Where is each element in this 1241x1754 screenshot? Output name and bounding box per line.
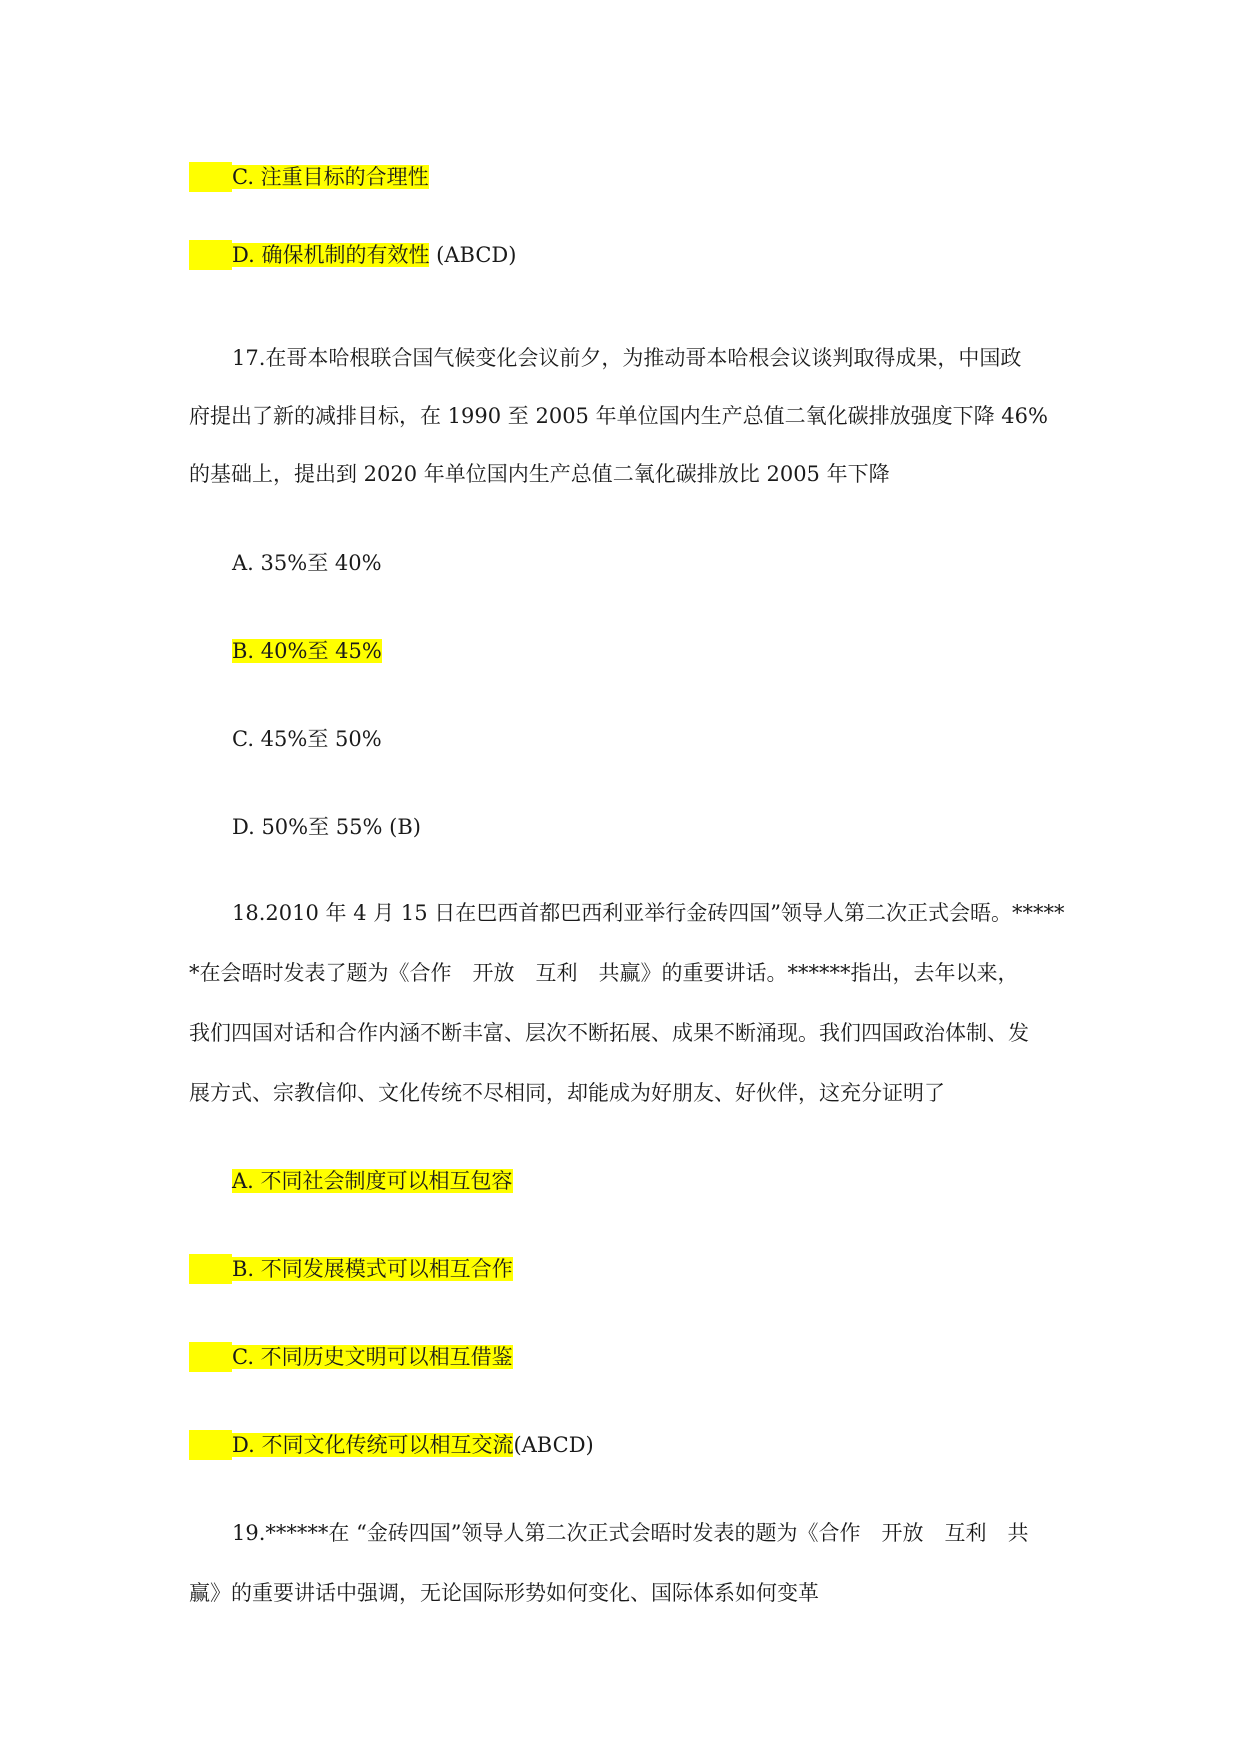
q17-line-3 (189, 459, 890, 489)
q17-option-d (189, 812, 421, 842)
q17-line-2 (189, 401, 1048, 431)
q17-option-c-text: C. 45%至 50% (232, 727, 382, 751)
q18-line-1 (189, 898, 1065, 928)
q18-option-a-text: A. 不同社会制度可以相互包容 (232, 1169, 513, 1193)
q18-option-c (189, 1342, 513, 1372)
q17-text-1: 17.在哥本哈根联合国气候变化会议前夕，为推动哥本哈根会议谈判取得成果，中国政 (232, 346, 1022, 370)
q19-text-2: 赢》的重要讲话中强调，无论国际形势如何变化、国际体系如何变革 (189, 1581, 819, 1605)
q17-line-1 (189, 343, 1021, 373)
q17-option-b (189, 636, 382, 666)
q18-option-d-text: D. 不同文化传统可以相互交流 (232, 1433, 514, 1457)
q16-option-c (189, 162, 429, 192)
q17-option-a-text: A. 35%至 40% (232, 551, 382, 575)
q17-text-3: 的基础上，提出到 2020 年单位国内生产总值二氧化碳排放比 2005 年下降 (189, 462, 890, 486)
q18-text-3: 我们四国对话和合作内涵不断丰富、层次不断拓展、成果不断涌现。我们四国政治体制、发 (189, 1021, 1029, 1045)
q18-option-c-text: C. 不同历史文明可以相互借鉴 (232, 1345, 513, 1369)
q17-text-2: 府提出了新的减排目标，在 1990 至 2005 年单位国内生产总值二氧化碳排放强度下降 46% (189, 404, 1048, 428)
q17-option-a (189, 548, 382, 578)
q18-option-b-text: B. 不同发展模式可以相互合作 (232, 1257, 513, 1281)
q18-text-4: 展方式、宗教信仰、文化传统不尽相同，却能成为好朋友、好伙伴，这充分证明了 (189, 1081, 945, 1105)
q16-option-c-text: C. 注重目标的合理性 (232, 165, 429, 189)
q16-option-d (189, 240, 516, 270)
q18-option-a (189, 1166, 513, 1196)
q17-option-c (189, 724, 382, 754)
q18-line-3 (189, 1018, 1029, 1048)
q18-line-4 (189, 1078, 945, 1108)
q17-option-b-text: B. 40%至 45% (232, 639, 382, 663)
q16-answer: (ABCD) (436, 243, 517, 267)
q18-text-2: *在会晤时发表了题为《合作 开放 互利 共赢》的重要讲话。******指出，去年以来， (189, 961, 1019, 985)
q18-option-d (189, 1430, 594, 1460)
q19-line-1 (189, 1518, 1029, 1548)
q18-option-b (189, 1254, 513, 1284)
q18-line-2 (189, 958, 1019, 988)
q18-answer: (ABCD) (513, 1433, 594, 1457)
q16-option-d-text: D. 确保机制的有效性 (232, 243, 430, 267)
q17-option-d-text: D. 50%至 55% (B) (232, 815, 421, 839)
q19-text-1: 19.******在 “金砖四国”领导人第二次正式会晤时发表的题为《合作 开放 互利 共 (232, 1521, 1029, 1545)
q18-text-1: 18.2010 年 4 月 15 日在巴西首都巴西利亚举行金砖四国”领导人第二次正式会晤。***** (232, 901, 1065, 925)
q19-line-2 (189, 1578, 819, 1608)
